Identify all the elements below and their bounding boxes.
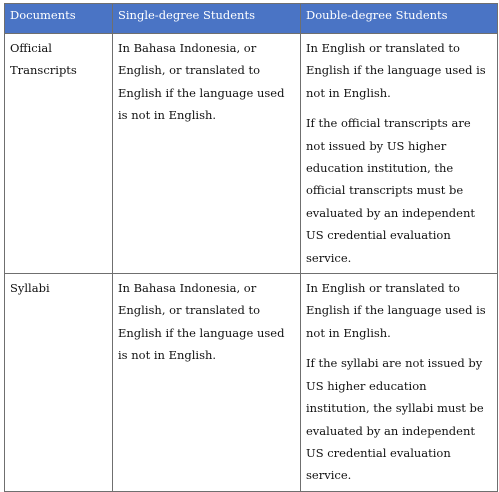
document-name: Official Transcripts	[10, 41, 77, 78]
double-degree-note: If the syllabi are not issued by US higher education institution, the syllabi must be evaluated by an independent US credential evaluation service.	[306, 356, 484, 483]
table-row	[5, 34, 498, 274]
double-degree-cell	[301, 274, 498, 492]
double-degree-cell	[301, 34, 498, 274]
header-documents: Documents	[5, 4, 113, 34]
single-degree-cell	[113, 34, 301, 274]
header-double-degree: Double-degree Students	[301, 4, 498, 34]
single-degree-requirement: In Bahasa Indonesia, or English, or translated to English if the language used is not in English.	[118, 281, 285, 363]
single-degree-requirement: In Bahasa Indonesia, or English, or translated to English if the language used is not in English.	[118, 41, 285, 123]
header-single-degree: Single-degree Students	[113, 4, 301, 34]
table-header-row	[5, 4, 498, 34]
document-name-cell	[5, 34, 113, 274]
document-name-cell	[5, 274, 113, 492]
requirements-table	[4, 3, 498, 492]
double-degree-note: If the official transcripts are not issued by US higher education institution, the official transcripts must be evaluated by an independent US credential evaluation service.	[306, 116, 475, 265]
single-degree-cell	[113, 274, 301, 492]
double-degree-requirement: In English or translated to English if the language used is not in English.	[306, 41, 486, 100]
table-row	[5, 274, 498, 492]
document-name: Syllabi	[10, 281, 50, 296]
double-degree-requirement: In English or translated to English if the language used is not in English.	[306, 281, 486, 340]
